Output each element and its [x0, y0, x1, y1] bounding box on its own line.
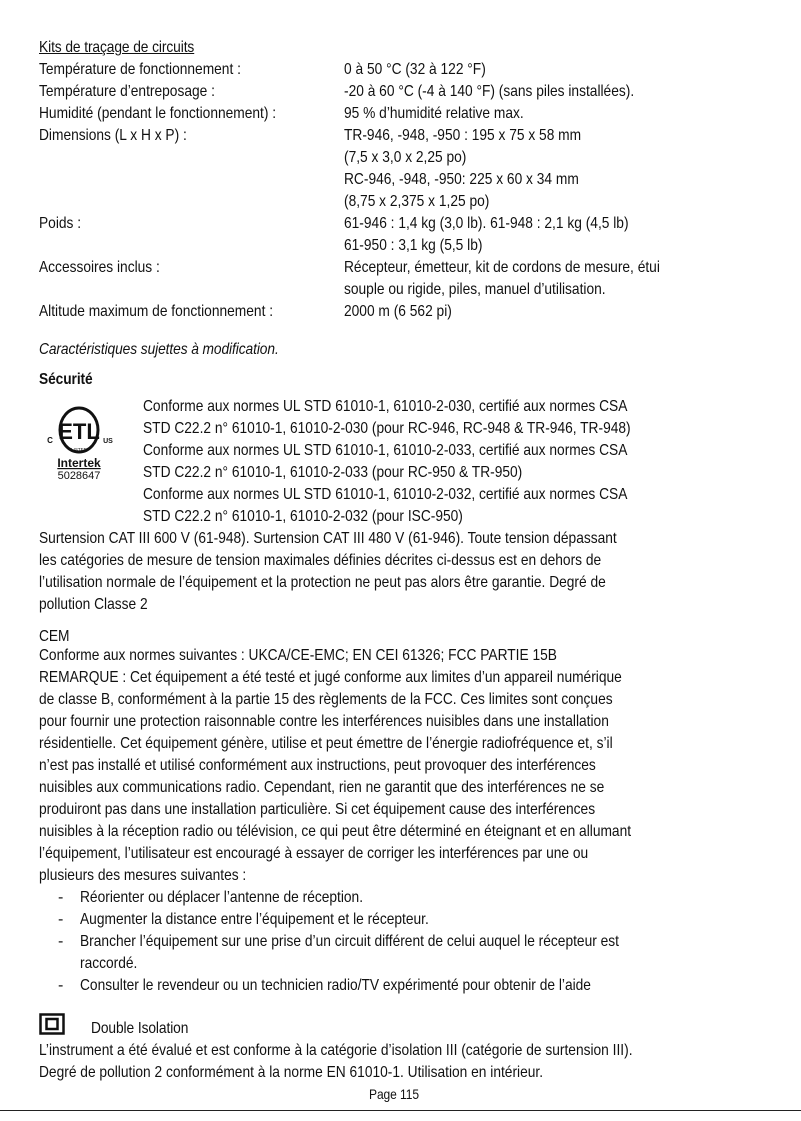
- paragraph-line: Conforme aux normes suivantes : UKCA/CE-EMC; EN CEI 61326; FCC PARTIE 15B: [39, 647, 557, 664]
- cert-line: Conforme aux normes UL STD 61010-1, 61010-2-033, certifié aux normes CSA: [143, 442, 628, 459]
- spec-label: Humidité (pendant le fonctionnement) :: [39, 105, 277, 122]
- list-item-text: Augmenter la distance entre l’équipement et le récepteur.: [80, 911, 429, 928]
- spec-value: souple ou rigide, piles, manuel d’utilisation.: [344, 281, 606, 298]
- paragraph-line: Surtension CAT III 600 V (61-948). Surtension CAT III 480 V (61-946). Toute tension dépassant: [39, 530, 617, 547]
- emc-paragraph: [39, 645, 631, 887]
- double-isolation-icon: [39, 1013, 65, 1035]
- spec-value: RC-946, -948, -950: 225 x 60 x 34 mm: [344, 171, 579, 188]
- safety-heading: Sécurité: [39, 371, 93, 388]
- paragraph-line: l’équipement, l’utilisateur est encouragé à essayer de corriger les interférences par une ou: [39, 845, 589, 862]
- bullet-dash: -: [58, 933, 64, 950]
- bullet-dash: -: [58, 977, 64, 994]
- cert-line: STD C22.2 n° 61010-1, 61010-2-032 (pour ISC-950): [143, 508, 463, 525]
- logo-brand-text: Intertek: [57, 456, 101, 470]
- logo-number-text: 5028647: [57, 470, 101, 482]
- list-item-text: Brancher l’équipement sur une prise d’un circuit différent de celui auquel le récepteur est: [80, 933, 619, 950]
- spec-value: TR-946, -948, -950 : 195 x 75 x 58 mm: [344, 127, 582, 144]
- paragraph-line: nuisibles aux communications radio. Cependant, rien ne garantit que des interférences ne se: [39, 779, 605, 796]
- paragraph-line: résidentielle. Cet équipement génère, utilise et peut émettre de l’énergie radiofréquence et, s’il: [39, 735, 613, 752]
- paragraph-line: de classe B, conformément à la partie 15 des règlements de la FCC. Ces limites sont conçues: [39, 691, 613, 708]
- cert-line: STD C22.2 n° 61010-1, 61010-2-030 (pour RC-946, RC-948 & TR-946, TR-948): [143, 420, 631, 437]
- spec-value: 2000 m (6 562 pi): [344, 303, 452, 320]
- spec-value: (7,5 x 3,0 x 2,25 po): [344, 149, 467, 166]
- double-isolation-paragraph: [39, 1040, 633, 1084]
- paragraph-line: produiront pas dans une installation particulière. Si cet équipement cause des interférences: [39, 801, 596, 818]
- bullet-dash: -: [58, 889, 64, 906]
- spec-value: 95 % d’humidité relative max.: [344, 105, 524, 122]
- spec-label: Accessoires inclus :: [39, 259, 160, 276]
- logo-left-text: C: [47, 436, 53, 445]
- logo-mark-text: ETL: [58, 419, 100, 444]
- spec-label: Poids :: [39, 215, 82, 232]
- spec-value: 61-946 : 1,4 kg (3,0 lb). 61-948 : 2,1 kg (4,5 lb): [344, 215, 629, 232]
- double-isolation-label: Double Isolation: [91, 1020, 189, 1037]
- spec-value: 61-950 : 3,1 kg (5,5 lb): [344, 237, 483, 254]
- paragraph-line: Degré de pollution 2 conformément à la norme EN 61010-1. Utilisation en intérieur.: [39, 1064, 544, 1081]
- certification-text: [143, 396, 631, 528]
- spec-value: 0 à 50 °C (32 à 122 °F): [344, 61, 486, 78]
- emc-heading: CEM: [39, 628, 70, 645]
- spec-label: Altitude maximum de fonctionnement :: [39, 303, 274, 320]
- paragraph-line: les catégories de mesure de tension maximales définies décrites ci-dessus est en dehors de: [39, 552, 602, 569]
- list-item-text: Réorienter ou déplacer l’antenne de réception.: [80, 889, 364, 906]
- spec-value: Récepteur, émetteur, kit de cordons de mesure, étui: [344, 259, 660, 276]
- spec-value: -20 à 60 °C (-4 à 140 °F) (sans piles installées).: [344, 83, 635, 100]
- paragraph-line: n’est pas installé et utilisé conformément aux instructions, peut provoquer des interférences: [39, 757, 596, 774]
- logo-under-text: LISTED: [71, 447, 87, 452]
- page-number: Page 115: [369, 1086, 419, 1102]
- logo-right-text: US: [103, 438, 113, 445]
- paragraph-line: L’instrument a été évalué et est conforme à la catégorie d’isolation III (catégorie de surtension III).: [39, 1042, 633, 1059]
- bottom-rule: [0, 1110, 801, 1111]
- list-item-text: Consulter le revendeur ou un technicien radio/TV expérimenté pour obtenir de l’aide: [80, 977, 591, 994]
- paragraph-line: plusieurs des mesures suivantes :: [39, 867, 247, 884]
- paragraph-line: REMARQUE : Cet équipement a été testé et jugé conforme aux limites d’un appareil numérique: [39, 669, 622, 686]
- cert-line: STD C22.2 n° 61010-1, 61010-2-033 (pour RC-950 & TR-950): [143, 464, 523, 481]
- overvoltage-paragraph: [39, 528, 617, 616]
- spec-value: (8,75 x 2,375 x 1,25 po): [344, 193, 490, 210]
- spec-label: Dimensions (L x H x P) :: [39, 127, 187, 144]
- section-title: Kits de traçage de circuits: [39, 39, 195, 56]
- spec-label: Température d’entreposage :: [39, 83, 215, 100]
- etl-listed-logo: [36, 406, 122, 488]
- modification-note: Caractéristiques sujettes à modification.: [39, 341, 279, 358]
- paragraph-line: l’utilisation normale de l’équipement et la protection ne peut pas alors être garantie. Degré de: [39, 574, 606, 591]
- bullet-dash: -: [58, 911, 64, 928]
- list-item-text: raccordé.: [80, 955, 138, 972]
- cert-line: Conforme aux normes UL STD 61010-1, 61010-2-032, certifié aux normes CSA: [143, 486, 628, 503]
- paragraph-line: nuisibles à la réception radio ou télévision, ce qui peut être déterminé en éteignant et en allumant: [39, 823, 632, 840]
- spec-label: Température de fonctionnement :: [39, 61, 241, 78]
- paragraph-line: pollution Classe 2: [39, 596, 148, 613]
- cert-line: Conforme aux normes UL STD 61010-1, 61010-2-030, certifié aux normes CSA: [143, 398, 628, 415]
- paragraph-line: pour fournir une protection raisonnable contre les interférences nuisibles dans une installation: [39, 713, 609, 730]
